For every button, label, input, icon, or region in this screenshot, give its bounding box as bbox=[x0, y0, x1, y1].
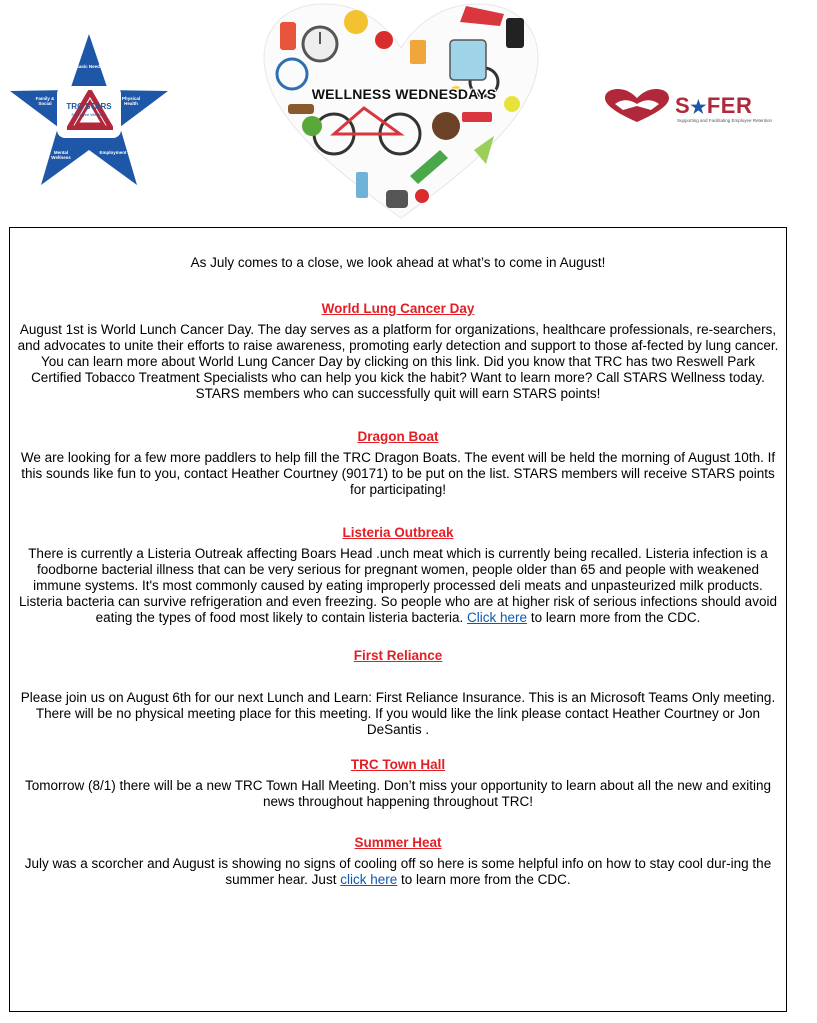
section-body: Tomorrow (8/1) there will be a new TRC Town Hall Meeting. Don’t miss your opportunity to learn about all the new and exiting news throughout happening throughout TRC! bbox=[24, 778, 772, 809]
section-first-reliance bbox=[15, 648, 781, 738]
section-body: July was a scorcher and August is showing no signs of cooling off so here is some helpful info on how to stay cool dur-ing the summer hear. Just bbox=[24, 856, 772, 887]
star-point-employment: Employment bbox=[99, 150, 127, 155]
section-world-lung-cancer-day bbox=[15, 301, 781, 402]
section-dragon-boat bbox=[15, 429, 781, 498]
safer-tagline: Supporting and Facilitating Employee Retention bbox=[677, 118, 773, 123]
section-body: Please join us on August 6th for our next Lunch and Learn: First Reliance Insurance. This is an Microsoft Teams Only meeting. There will be no physical meeting place for this meeting. If you would like the link please contact Heather Courtney or Jon DeSantis . bbox=[20, 690, 776, 737]
trc-stars-subtitle: Employee Wellness bbox=[71, 112, 107, 117]
star-icon: ★ bbox=[690, 97, 707, 117]
cdc-listeria-link[interactable]: Click here bbox=[467, 610, 528, 625]
trc-stars-logo bbox=[8, 34, 170, 186]
section-body-with-link bbox=[15, 856, 781, 888]
trc-stars-badge bbox=[57, 86, 121, 138]
section-summer-heat bbox=[15, 835, 781, 888]
safer-letters-fer: FER bbox=[706, 93, 753, 118]
section-trc-town-hall bbox=[15, 757, 781, 810]
wellness-heart-graphic bbox=[260, 0, 542, 222]
safer-letter-s: S bbox=[675, 93, 691, 118]
star-point-basic-needs: Basic Needs bbox=[75, 64, 103, 69]
trc-stars-name: TRC STARS bbox=[66, 102, 112, 111]
safer-wordmark bbox=[675, 93, 752, 119]
section-heading: First Reliance bbox=[353, 648, 443, 663]
section-heading: World Lung Cancer Day bbox=[321, 301, 475, 316]
section-body: There is currently a Listeria Outreak affecting Boars Head .unch meat which is currently being recalled. Listeria infection is a foodborne bacterial illness that can be very serious for pregnant women, people older than 65 and people with weakened immune systems. It's most commonly caused by eating improperly processed deli meats and unpasteurized milk products. Listeria bacteria can survive refrigeration and even freezing. So people who are at higher risk of serious infections should avoid eating the types of food most likely to contain listeria bacteria. bbox=[19, 546, 777, 625]
star-point-mental-wellness: Mental Wellness bbox=[51, 150, 71, 160]
handshake-heart-icon bbox=[601, 88, 673, 124]
section-heading: Dragon Boat bbox=[357, 429, 439, 444]
star-point-physical-health: Physical Health bbox=[121, 96, 141, 106]
safer-logo bbox=[601, 88, 773, 126]
section-heading: Listeria Outbreak bbox=[342, 525, 454, 540]
section-heading: TRC Town Hall bbox=[350, 757, 446, 772]
star-point-family-social: Family & Social bbox=[35, 96, 55, 106]
section-body-after-link: to learn more from the CDC. bbox=[401, 872, 571, 887]
section-body-after-link: to learn more from the CDC. bbox=[530, 610, 701, 625]
section-listeria-outbreak bbox=[15, 525, 781, 626]
wellness-wednesdays-title: WELLNESS WEDNESDAYS bbox=[311, 86, 497, 102]
newsletter-content bbox=[15, 255, 781, 913]
intro-text: As July comes to a close, we look ahead at what’s to come in August! bbox=[190, 255, 606, 270]
section-body: We are looking for a few more paddlers to help fill the TRC Dragon Boats. The event will be held the morning of August 10th. If this sounds like fun to you, contact Heather Courtney (90171) to be put on the list. STARS members will receive STARS points for participating! bbox=[20, 450, 776, 497]
heart-collage-icon bbox=[260, 0, 542, 222]
section-body-with-link bbox=[15, 546, 781, 626]
section-heading: Summer Heat bbox=[354, 835, 442, 850]
section-body: August 1st is World Lunch Cancer Day. The day serves as a platform for organizations, healthcare professionals, re-searchers, and advocates to unite their efforts to raise awareness, promoting early detection and support to those af-fected by lung cancer. You can learn more about World Lung Cancer Day by clicking on this link. Did you know that TRC has two Reswell Park Certified Tobacco Treatment Specialists who can help you kick the habit? Want to learn more? Call STARS Wellness today. STARS members who can successfully quit will earn STARS points! bbox=[17, 322, 779, 401]
cdc-heat-link[interactable]: click here bbox=[340, 872, 398, 887]
newsletter-box bbox=[9, 227, 787, 1012]
